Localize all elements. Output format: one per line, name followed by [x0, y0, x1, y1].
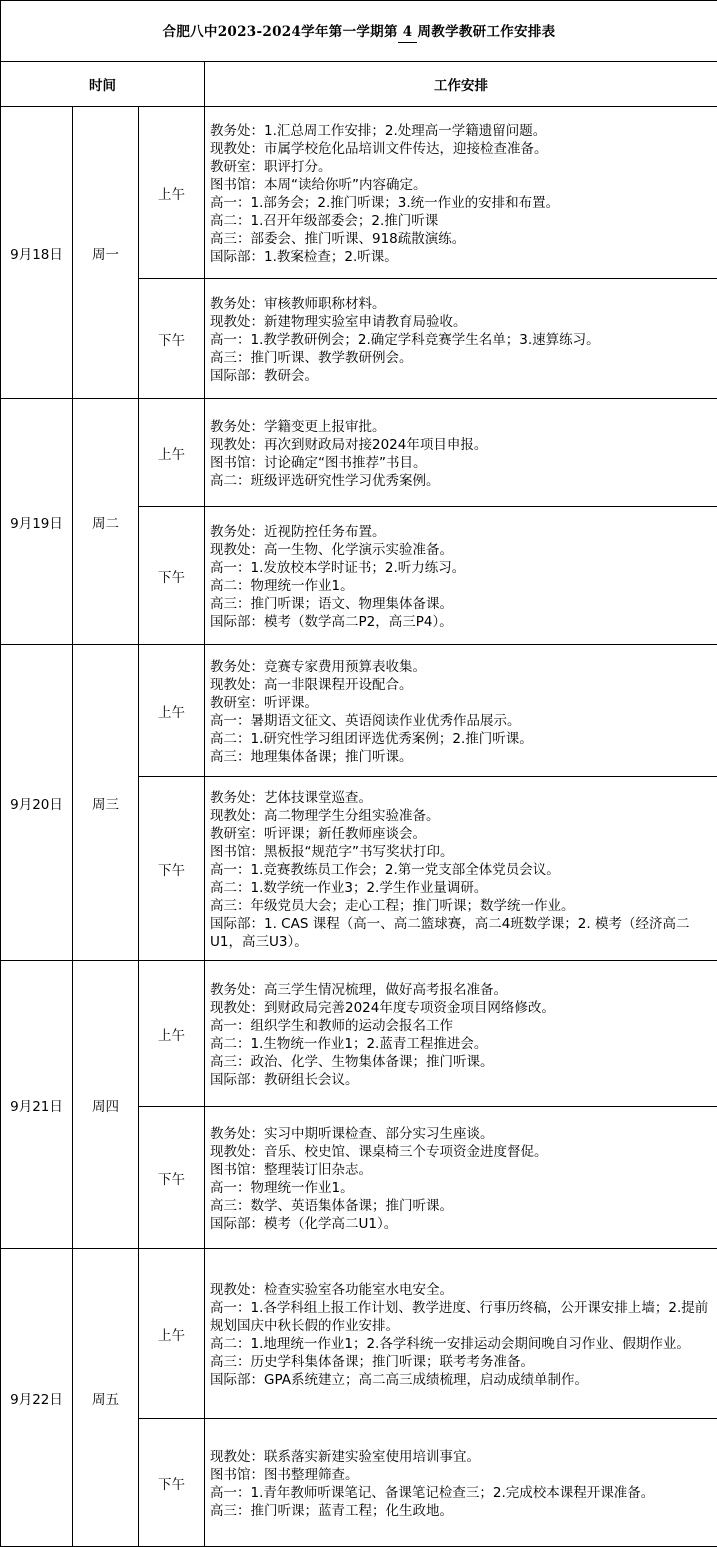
time-slot-label: 下午	[139, 507, 205, 645]
time-slot-label: 下午	[139, 1107, 205, 1249]
arrangement-line: 教务处：竞赛专家费用预算表收集。	[210, 658, 713, 676]
arrangement-line: 高三：部委会、推门听课、918疏散演练。	[210, 230, 713, 248]
arrangement-line: 现教处：高二物理学生分组实验准备。	[210, 807, 713, 825]
schedule-row	[1, 645, 717, 777]
arrangement-line: 现教处：检查实验室各功能室水电安全。	[210, 1281, 713, 1299]
date-cell: 9月19日	[1, 399, 73, 645]
weekday-cell: 周四	[73, 961, 139, 1249]
work-arrangement-cell	[205, 1107, 717, 1249]
arrangement-line: 高一：1.青年教师听课笔记、备课笔记检查三；2.完成校本课程开课准备。	[210, 1484, 713, 1502]
arrangement-line: 图书馆：本周“读给你听”内容确定。	[210, 176, 713, 194]
work-arrangement-cell	[205, 645, 717, 777]
time-slot-label: 下午	[139, 279, 205, 399]
work-arrangement-cell	[205, 1419, 717, 1547]
arrangement-line: 教务处：近视防控任务布置。	[210, 523, 713, 541]
time-slot-label: 上午	[139, 107, 205, 279]
arrangement-line: 高三：地理集体备课；推门听课。	[210, 748, 713, 766]
header-row	[1, 62, 717, 107]
arrangement-line: 图书馆：整理装订旧杂志。	[210, 1161, 713, 1179]
arrangement-line: 国际部：1. CAS 课程（高一、高二篮球赛，高二4班数学课；2. 模考（经济高二U1，高三U3）。	[210, 915, 713, 951]
arrangement-line: 高三：政治、化学、生物集体备课；推门听课。	[210, 1053, 713, 1071]
arrangement-line: 教务处：高三学生情况梳理，做好高考报名准备。	[210, 981, 713, 999]
arrangement-line: 现教处：市属学校危化品培训文件传达，迎接检查准备。	[210, 140, 713, 158]
arrangement-line: 高二：1.生物统一作业1；2.蓝青工程推进会。	[210, 1035, 713, 1053]
weekday-cell: 周二	[73, 399, 139, 645]
arrangement-line: 图书馆：黑板报“规范字”书写奖状打印。	[210, 843, 713, 861]
arrangement-line: 现教处：新建物理实验室申请教育局验收。	[210, 313, 713, 331]
week-number: 4	[398, 23, 418, 43]
work-arrangement-cell	[205, 399, 717, 507]
arrangement-line: 高二：1.数学统一作业3；2.学生作业量调研。	[210, 879, 713, 897]
arrangement-line: 高一：1.各学科组上报工作计划、教学进度、行事历终稿，公开课安排上墙；2.提前规划国庆中秋长假的作业安排。	[210, 1299, 713, 1335]
arrangement-line: 教务处：1.汇总周工作安排；2.处理高一学籍遗留问题。	[210, 122, 713, 140]
arrangement-line: 国际部：教研会。	[210, 367, 713, 385]
arrangement-line: 国际部：1.教案检查；2.听课。	[210, 248, 713, 266]
arrangement-line: 高三：历史学科集体备课；推门听课；联考考务准备。	[210, 1353, 713, 1371]
arrangement-line: 高二：1.研究性学习组团评选优秀案例；2.推门听课。	[210, 730, 713, 748]
arrangement-line: 高一：1.教学教研例会；2.确定学科竞赛学生名单；3.速算练习。	[210, 331, 713, 349]
arrangement-line: 现教处：音乐、校史馆、课桌椅三个专项资金进度督促。	[210, 1143, 713, 1161]
arrangement-line: 国际部：模考（数学高二P2，高三P4）。	[210, 613, 713, 631]
weekday-cell: 周三	[73, 645, 139, 961]
arrangement-line: 图书馆：图书整理筛查。	[210, 1466, 713, 1484]
time-slot-label: 上午	[139, 1249, 205, 1419]
arrangement-line: 高一：组织学生和教师的运动会报名工作	[210, 1017, 713, 1035]
date-cell: 9月22日	[1, 1249, 73, 1547]
arrangement-line: 高一：物理统一作业1。	[210, 1179, 713, 1197]
arrangement-line: 教研室：听评课。	[210, 694, 713, 712]
arrangement-line: 教务处：艺体技课堂巡查。	[210, 789, 713, 807]
arrangement-line: 教务处：学籍变更上报审批。	[210, 418, 713, 436]
arrangement-line: 高三：年级党员大会；走心工程；推门听课；数学统一作业。	[210, 897, 713, 915]
arrangement-line: 高二：1.地理统一作业1；2.各学科统一安排运动会期间晚自习作业、假期作业。	[210, 1335, 713, 1353]
weekday-cell: 周一	[73, 107, 139, 399]
arrangement-line: 现教处：高一非限课程开设配合。	[210, 676, 713, 694]
arrangement-line: 高一：1.部务会；2.推门听课；3.统一作业的安排和布置。	[210, 194, 713, 212]
page-title	[1, 1, 717, 62]
arrangement-line: 高一：1.发放校本学时证书；2.听力练习。	[210, 559, 713, 577]
work-arrangement-cell	[205, 107, 717, 279]
time-slot-label: 下午	[139, 777, 205, 961]
arrangement-line: 国际部：教研组长会议。	[210, 1071, 713, 1089]
work-arrangement-cell	[205, 1249, 717, 1419]
title-suffix: 周教学教研工作安排表	[417, 24, 555, 40]
arrangement-line: 高三：推门听课、教学教研例会。	[210, 349, 713, 367]
arrangement-line: 高二：1.召开年级部委会；2.推门听课	[210, 212, 713, 230]
arrangement-line: 高一：暑期语文征文、英语阅读作业优秀作品展示。	[210, 712, 713, 730]
arrangement-line: 高二：物理统一作业1。	[210, 577, 713, 595]
arrangement-line: 图书馆：讨论确定“图书推荐”书目。	[210, 454, 713, 472]
arrangement-line: 高三：数学、英语集体备课；推门听课。	[210, 1197, 713, 1215]
weekday-cell: 周五	[73, 1249, 139, 1547]
arrangement-line: 现教处：再次到财政局对接2024年项目申报。	[210, 436, 713, 454]
work-arrangement-cell	[205, 279, 717, 399]
schedule-row	[1, 1249, 717, 1419]
arrangement-line: 现教处：到财政局完善2024年度专项资金项目网络修改。	[210, 999, 713, 1017]
arrangement-line: 教务处：审核教师职称材料。	[210, 295, 713, 313]
title-prefix: 合肥八中2023-2024学年第一学期第	[163, 24, 398, 40]
schedule-row	[1, 961, 717, 1107]
arrangement-line: 高三：推门听课；语文、物理集体备课。	[210, 595, 713, 613]
date-cell: 9月18日	[1, 107, 73, 399]
date-cell: 9月21日	[1, 961, 73, 1249]
header-time: 时间	[1, 62, 205, 107]
date-cell: 9月20日	[1, 645, 73, 961]
header-work: 工作安排	[205, 62, 717, 107]
arrangement-line: 教研室：职评打分。	[210, 158, 713, 176]
arrangement-line: 高一：1.竞赛教练员工作会；2.第一党支部全体党员会议。	[210, 861, 713, 879]
arrangement-line: 教务处：实习中期听课检查、部分实习生座谈。	[210, 1125, 713, 1143]
arrangement-line: 高二：班级评选研究性学习优秀案例。	[210, 472, 713, 490]
time-slot-label: 下午	[139, 1419, 205, 1547]
arrangement-line: 教研室：听评课；新任教师座谈会。	[210, 825, 713, 843]
arrangement-line: 国际部：模考（化学高二U1）。	[210, 1215, 713, 1233]
title-row	[1, 1, 717, 62]
arrangement-line: 现教处：高一生物、化学演示实验准备。	[210, 541, 713, 559]
time-slot-label: 上午	[139, 645, 205, 777]
schedule-row	[1, 399, 717, 507]
time-slot-label: 上午	[139, 961, 205, 1107]
work-arrangement-cell	[205, 777, 717, 961]
arrangement-line: 国际部：GPA系统建立；高二高三成绩梳理，启动成绩单制作。	[210, 1371, 713, 1389]
time-slot-label: 上午	[139, 399, 205, 507]
arrangement-line: 高三：推门听课；蓝青工程；化生政地。	[210, 1502, 713, 1520]
work-arrangement-cell	[205, 961, 717, 1107]
arrangement-line: 现教处：联系落实新建实验室使用培训事宜。	[210, 1448, 713, 1466]
work-arrangement-cell	[205, 507, 717, 645]
schedule-row	[1, 107, 717, 279]
